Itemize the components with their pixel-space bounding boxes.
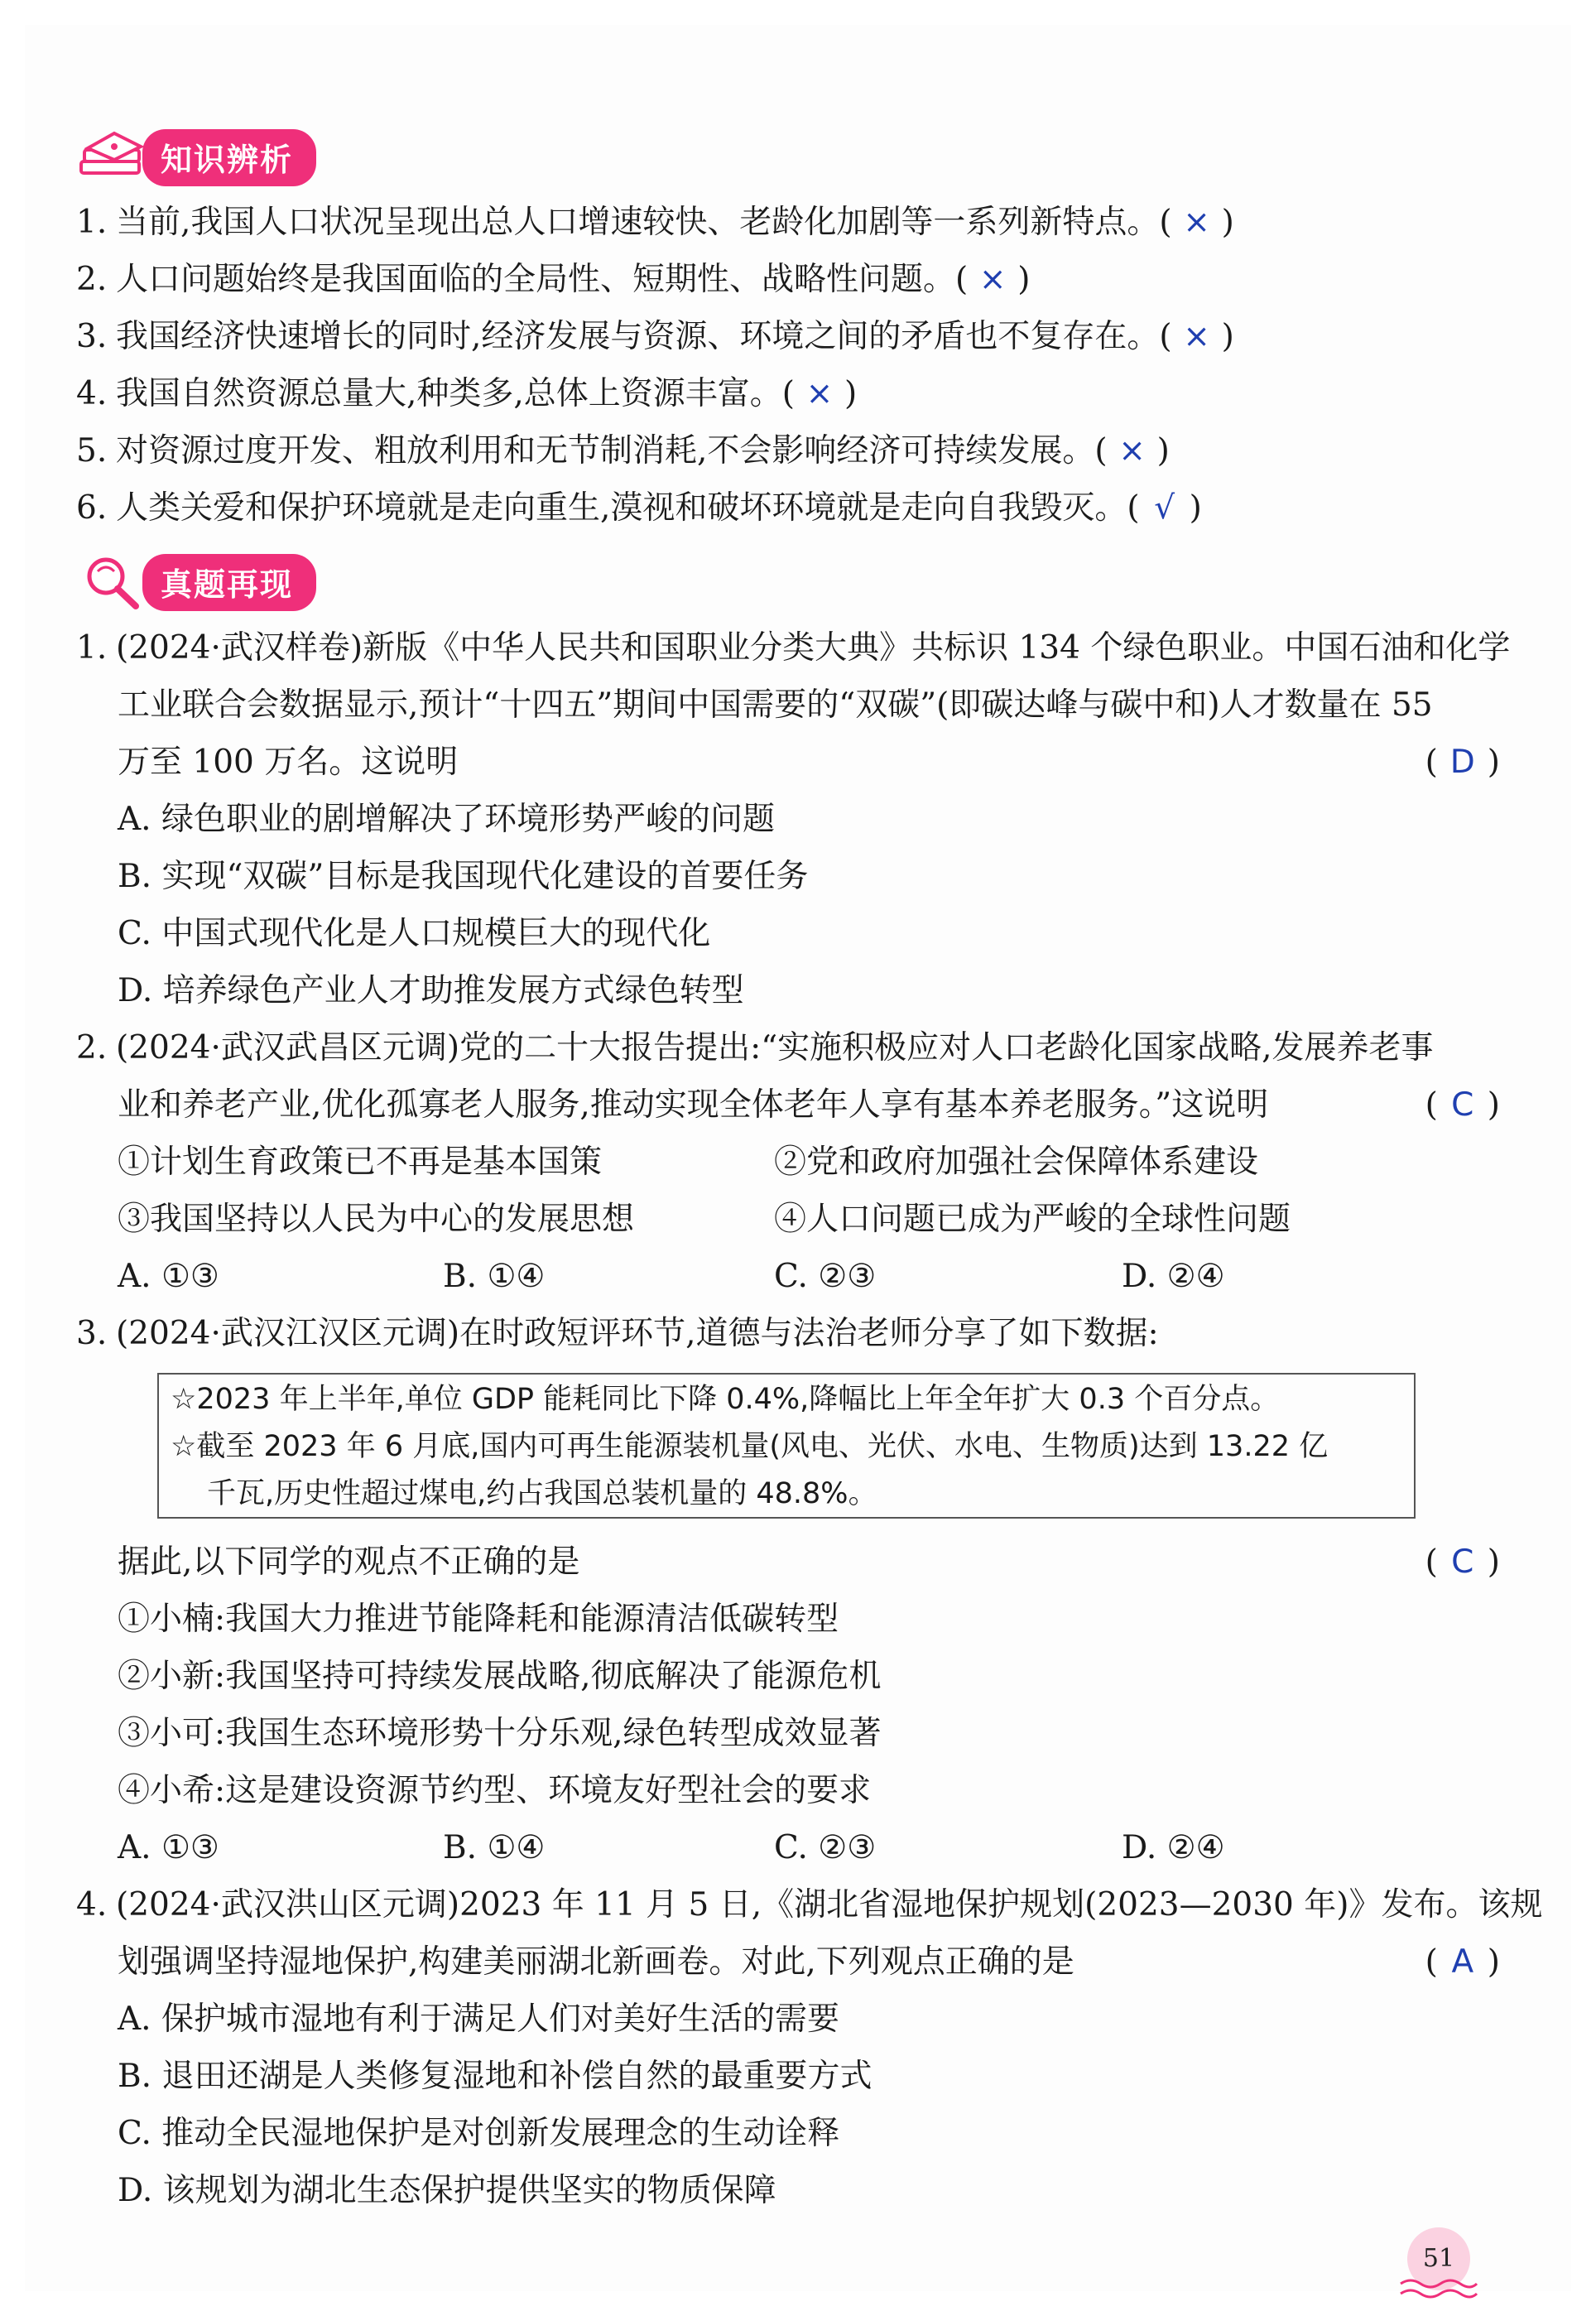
option: B. 退田还湖是人类修复湿地和补偿自然的最重要方式 [118,2058,873,2095]
answer-mark: A [1451,1943,1474,1981]
statement-item: ①小楠:我国大力推进节能降耗和能源清洁低碳转型 [118,1601,839,1638]
section-header-knowledge [76,128,316,186]
choice: A. ①③ [118,1829,219,1866]
question-1-line: 工业联合会数据显示,预计“十四五”期间中国需要的“双碳”(即碳达峰与碳中和)人才数量在 55 [118,686,1433,724]
answer-mark: × [1118,432,1146,469]
statement-item: ③我国坚持以人民为中心的发展思想 [118,1201,635,1238]
question-2-line: 2. (2024·武汉武昌区元调)党的二十大报告提出:“实施积极应对人口老龄化国家战略,发展养老事 [76,1029,1434,1067]
answer-mark: × [805,375,834,412]
statement-item: ②党和政府加强社会保障体系建设 [774,1144,1259,1181]
section-title: 知识辨析 [142,129,316,186]
statement-item: ④人口问题已成为严峻的全球性问题 [774,1201,1291,1238]
option: C. 推动全民湿地保护是对创新发展理念的生动诠释 [118,2115,840,2152]
judgment-item: 5. 对资源过度开发、粗放利用和无节制消耗,不会影响经济可持续发展。( × ) [76,431,1170,472]
option: D. 培养绿色产业人才助推发展方式绿色转型 [118,972,744,1009]
judgment-item: 2. 人口问题始终是我国面临的全局性、短期性、战略性问题。( × ) [76,259,1030,301]
choice: C. ②③ [774,1829,877,1866]
judgment-item: 6. 人类关爱和保护环境就是走向重生,漠视和破坏环境就是走向自我毁灭。( √ ) [76,488,1202,529]
answer-mark: D [1449,744,1475,781]
data-line: 千瓦,历史性超过煤电,约占我国总装机量的 48.8%。 [207,1477,877,1510]
data-line: ☆截至 2023 年 6 月底,国内可再生能源装机量(风电、光伏、水电、生物质)达到 13.22 亿 [171,1430,1329,1463]
statement-item: ①计划生育政策已不再是基本国策 [118,1144,603,1181]
judgment-item: 1. 当前,我国人口状况呈现出总人口增速较快、老龄化加剧等一系列新特点。( × ) [76,202,1234,243]
statement-item: ④小希:这是建设资源节约型、环境友好型社会的要求 [118,1772,872,1809]
question-4-stem-end: 划强调坚持湿地保护,构建美丽湖北新画卷。对此,下列观点正确的是 ( A ) [118,1942,1500,1983]
answer-mark: C [1451,1543,1474,1581]
answer-bracket: ( D ) [1425,742,1500,783]
question-3-stem: 据此,以下同学的观点不正确的是 ( C ) [118,1542,1500,1583]
choice: B. ①④ [443,1829,546,1866]
question-1-stem-end: 万至 100 万名。这说明 ( D ) [118,742,1500,783]
book-stack-icon [76,128,152,186]
choice: C. ②③ [774,1258,877,1295]
question-2-stem-end: 业和养老产业,优化孤寡老人服务,推动实现全体老年人享有基本养老服务。”这说明 ( C ) [118,1085,1500,1126]
judgment-item: 3. 我国经济快速增长的同时,经济发展与资源、环境之间的矛盾也不复存在。( × ) [76,316,1234,358]
option: A. 保护城市湿地有利于满足人们对美好生活的需要 [118,2001,839,2038]
answer-bracket: ( A ) [1425,1942,1500,1983]
answer-bracket: ( C ) [1425,1085,1500,1126]
option: C. 中国式现代化是人口规模巨大的现代化 [118,915,711,952]
magnifier-icon [76,553,152,611]
question-4-line: 4. (2024·武汉洪山区元调)2023 年 11 月 5 日,《湖北省湿地保护规划(2023—2030 年)》发布。该规 [76,1886,1543,1924]
judgment-item: 4. 我国自然资源总量大,种类多,总体上资源丰富。( × ) [76,373,857,415]
option: B. 实现“双碳”目标是我国现代化建设的首要任务 [118,858,809,895]
choice: B. ①④ [443,1258,546,1295]
page-number: 51 [1407,2227,1470,2290]
answer-mark: √ [1154,489,1175,527]
statement-item: ③小可:我国生态环境形势十分乐观,绿色转型成效显著 [118,1715,882,1752]
data-box [157,1373,1416,1519]
answer-bracket: ( C ) [1425,1542,1500,1583]
section-title: 真题再现 [142,554,316,611]
section-header-exam [76,553,316,611]
answer-mark: × [1183,318,1210,355]
choice: A. ①③ [118,1258,219,1295]
option: A. 绿色职业的剧增解决了环境形势严峻的问题 [118,801,775,838]
answer-mark: × [978,261,1007,298]
choice: D. ②④ [1122,1829,1225,1866]
data-line: ☆2023 年上半年,单位 GDP 能耗同比下降 0.4%,降幅比上年全年扩大 0.3 个百分点。 [171,1383,1280,1416]
wave-decoration-icon [1397,2275,1480,2300]
option: D. 该规划为湖北生态保护提供坚实的物质保障 [118,2172,776,2209]
statement-item: ②小新:我国坚持可持续发展战略,彻底解决了能源危机 [118,1658,882,1695]
answer-mark: C [1451,1086,1474,1124]
question-3-line: 3. (2024·武汉江汉区元调)在时政短评环节,道德与法治老师分享了如下数据: [76,1315,1159,1352]
answer-mark: × [1183,204,1210,241]
choice: D. ②④ [1122,1258,1225,1295]
question-1-line: 1. (2024·武汉样卷)新版《中华人民共和国职业分类大典》共标识 134 个绿色职业。中国石油和化学 [76,629,1511,667]
